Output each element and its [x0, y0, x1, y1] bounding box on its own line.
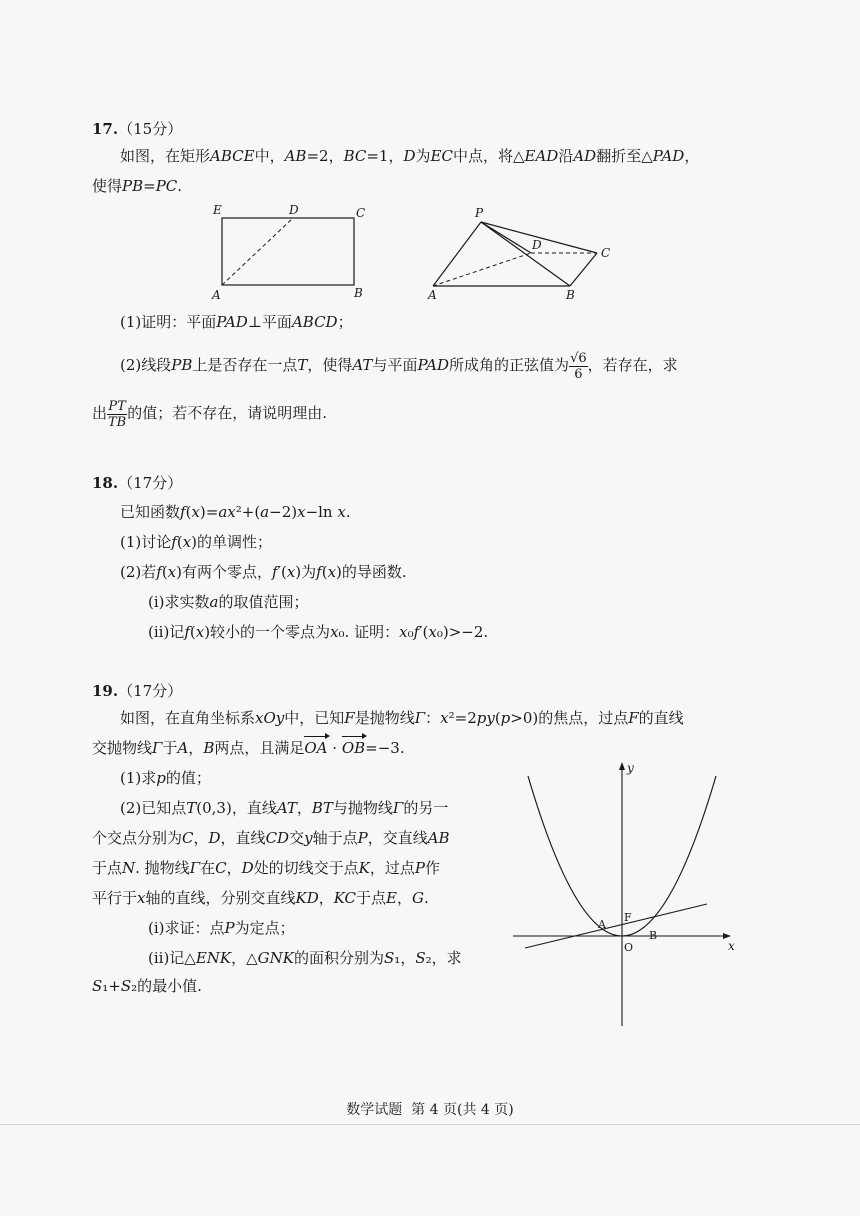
q17-figure-rectangle [205, 200, 375, 305]
q17-number: 17. [92, 120, 119, 138]
q17-stem-line1: 如图，在矩形ABCE中，AB=2，BC=1，D为EC中点，将△EAD沿AD翻折至△PAD， [120, 147, 700, 165]
q17-part1: (1)证明：平面PAD⊥平面ABCD； [120, 313, 353, 331]
q18-header [92, 472, 182, 493]
q17-part2: (2)线段PB上是否存在一点T，使得AT与平面PAD所成角的正弦值为 $\frac{√6}{6}$ ，若存在，求 [120, 350, 678, 382]
rectangle-abce [222, 218, 354, 285]
dashed-ad [222, 218, 293, 285]
edge-pd [481, 222, 531, 253]
q18-part2: (2)若f(x)有两个零点，f′(x)为f(x)的导函数. [120, 563, 407, 581]
vector-ob: OB [341, 739, 366, 757]
q17-figure-pyramid [425, 200, 625, 305]
q18-sub2: (ii)记f(x)较小的一个零点为x₀. 证明：x₀f′(x₀)>−2. [148, 623, 489, 641]
q18-points: （17分） [118, 474, 183, 492]
label-y: y [627, 761, 634, 775]
q19-number: 19. [92, 682, 119, 700]
edge-bc [570, 253, 597, 286]
label-b: B [566, 288, 575, 302]
q17-part2-cont: 出 $\frac{PT}{TB}$ 的值；若不存在，请说明理由. [92, 398, 328, 430]
q19-sub2: (ii)记△ENK，△GNK的面积分别为S₁，S₂，求 [148, 949, 462, 967]
label-d: D [289, 203, 299, 217]
q19-sub1: (i)求证：点P为定点； [148, 919, 295, 937]
line-ab [525, 904, 707, 948]
footer-subject: 数学试题 [346, 1102, 403, 1118]
label-b: B [649, 929, 658, 942]
q19-points: （17分） [118, 682, 183, 700]
edge-ap [433, 222, 481, 286]
q19-sub2-cont: S₁+S₂的最小值. [92, 977, 202, 995]
q18-part1: (1)讨论f(x)的单调性； [120, 533, 272, 551]
fraction-pt-over-tb: $\frac{PT}{TB}$ [108, 398, 127, 430]
q18-number: 18. [92, 474, 119, 492]
label-f: F [624, 911, 632, 924]
edge-pb [481, 222, 570, 286]
q19-stem-line1: 如图，在直角坐标系xOy中，已知F是抛物线Γ：x²=2py(p>0)的焦点，过点F的直线 [120, 709, 684, 727]
footer-page-number: 第 4 页(共 4 页) [411, 1102, 514, 1118]
q19-part2-line4: 平行于x轴的直线，分别交直线KD，KC于点E，G. [92, 889, 429, 907]
label-a: A [212, 288, 221, 302]
q19-part1: (1)求p的值； [120, 769, 211, 787]
q17-points: （15分） [118, 120, 183, 138]
q18-sub1: (i)求实数a的取值范围； [148, 593, 309, 611]
page-footer [0, 1099, 860, 1119]
label-c: C [356, 206, 366, 220]
label-x: x [728, 939, 735, 953]
q19-part2-line2: 个交点分别为C，D，直线CD交y轴于点P，交直线AB [92, 829, 450, 847]
fraction-sqrt6-over-6: $\frac{√6}{6}$ [570, 350, 587, 382]
vector-oa: OA [304, 739, 328, 757]
q19-stem-line2: 交抛物线Γ于A，B两点，且满足OA · OB=−3. [92, 739, 405, 757]
q17-stem-line2: 使得PB=PC. [92, 177, 183, 195]
q19-figure-parabola [505, 758, 745, 1030]
footer-rule [0, 1124, 860, 1125]
q19-part2-line1: (2)已知点T(0,3)，直线AT，BT与抛物线Γ的另一 [120, 799, 449, 817]
label-b: B [354, 286, 363, 300]
label-o: O [624, 941, 634, 954]
q19-header [92, 680, 182, 701]
q19-part2-line3: 于点N. 抛物线Γ在C，D处的切线交于点K，过点P作 [92, 859, 441, 877]
label-c: C [601, 246, 611, 260]
y-axis-arrow [619, 762, 625, 770]
dashed-ad [433, 253, 531, 286]
label-e: E [213, 203, 222, 217]
label-a: A [428, 288, 437, 302]
label-d: D [532, 238, 542, 252]
q17-header [92, 118, 182, 139]
label-a: A [598, 918, 606, 931]
label-p: P [475, 206, 484, 220]
q18-stem: 已知函数f(x)=ax²+(a−2)x−ln x. [120, 503, 351, 521]
